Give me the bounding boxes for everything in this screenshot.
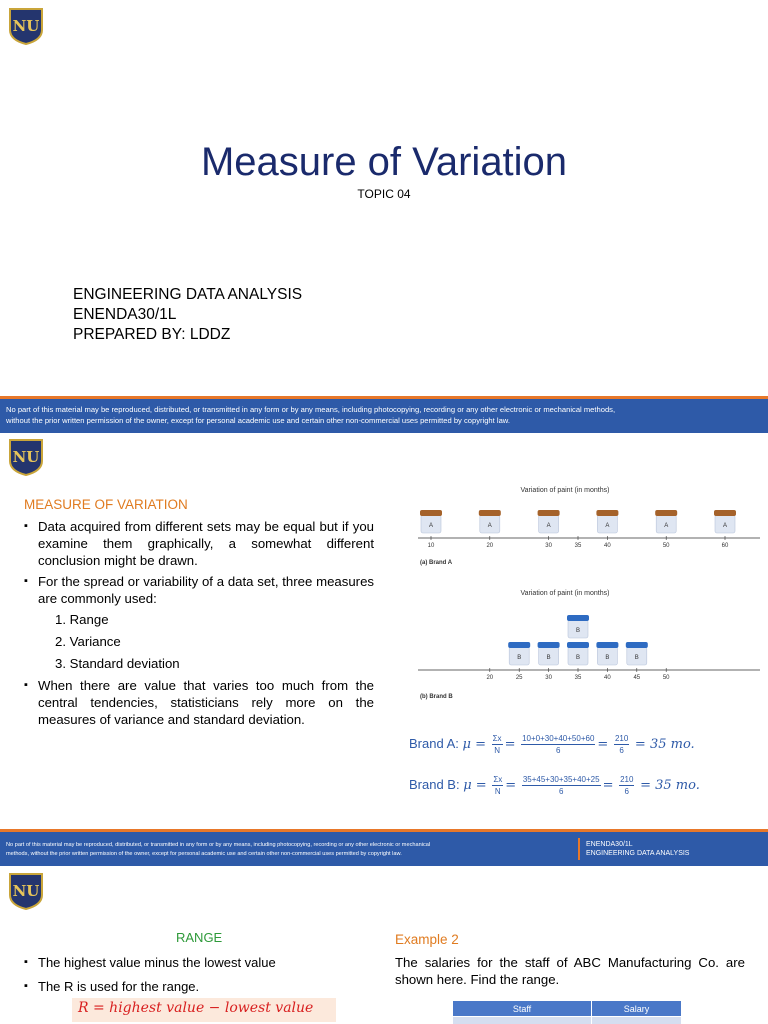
divider	[578, 838, 580, 860]
paint-can-b	[508, 642, 530, 665]
tick-label: 20	[486, 543, 494, 549]
copyright-text	[6, 841, 574, 859]
svg-text:B: B	[546, 655, 551, 661]
sum-fraction	[492, 774, 503, 797]
svg-text:NU: NU	[12, 882, 40, 900]
tick-label: 45	[633, 675, 641, 681]
mean-symbol: μ =	[462, 736, 486, 752]
svg-text:A: A	[722, 523, 728, 529]
svg-text:B: B	[575, 628, 581, 634]
chart-b	[418, 615, 760, 681]
mean-result: = 35 mo.	[634, 736, 695, 752]
mean-symbol: μ =	[463, 777, 487, 793]
paint-can-a	[596, 510, 618, 533]
measure-item: 2. Variance	[55, 634, 121, 649]
total-fraction	[614, 733, 629, 756]
table-header-staff: Staff	[453, 1001, 592, 1017]
bullet-text: For the spread or variability of a data set, three measures are commonly used:	[38, 574, 374, 606]
tick-label: 30	[545, 543, 552, 549]
brand-b-label: Brand B:	[409, 776, 460, 792]
svg-text:B: B	[517, 655, 522, 661]
bullet-item: ▪ The R is used for the range.	[24, 978, 276, 995]
copyright-line-2: without the prior written permission of the owner, except for personal academic use and certain other non-commercial uses permitted by copyright law.	[6, 416, 510, 425]
frac-den: 6	[619, 746, 624, 755]
paint-can-a	[479, 510, 501, 533]
bullet-item	[24, 573, 374, 672]
frac-den: 6	[624, 787, 629, 796]
frac-num: 35+45+30+35+40+25	[522, 775, 600, 784]
values-fraction	[521, 733, 595, 756]
values-fraction	[522, 774, 601, 797]
measures-list	[38, 611, 374, 672]
university-logo	[7, 437, 45, 477]
tick-label: 30	[545, 675, 552, 681]
frac-num: 210	[614, 734, 629, 743]
paint-can-b	[626, 642, 648, 665]
bullet-item: ▪ Data acquired from different sets may be equal but if you examine them graphically, a somewhat different conclusion might be drawn.	[24, 518, 374, 569]
topic-label: TOPIC 04	[357, 187, 411, 201]
range-formula: R = highest value − lowest value	[72, 998, 336, 1022]
figure-caption-b: (b) Brand B	[420, 694, 453, 700]
svg-text:NU: NU	[12, 17, 40, 35]
bullet-item: ▪ When there are value that varies too much from the central tendencies, statisticians rely more on the measures of variance and standard deviation.	[24, 677, 374, 728]
paint-variation-figure	[410, 480, 768, 710]
tick-label: 10	[427, 543, 435, 549]
svg-text:B: B	[605, 655, 610, 661]
paint-can-a	[538, 510, 560, 533]
paint-can-a	[655, 510, 677, 533]
frac-num: 10+0+30+40+50+60	[522, 734, 595, 743]
figure-caption-a: (a) Brand A	[420, 560, 453, 566]
svg-text:A: A	[487, 523, 492, 529]
frac-num: 210	[620, 775, 634, 784]
copyright-line-1: No part of this material may be reproduced, distributed, or transmitted in any form or by any means, including photocopying, recording or any other electronic or mechanical methods,	[6, 405, 616, 414]
paint-can-a	[420, 510, 442, 533]
tick-label: 50	[662, 675, 670, 681]
course-name: ENGINEERING DATA ANALYSIS	[73, 286, 303, 303]
svg-text:NU: NU	[12, 448, 40, 466]
tick-label: 35	[574, 543, 582, 549]
frac-num: Σx	[493, 775, 503, 784]
salary-table	[452, 1000, 682, 1024]
svg-text:A: A	[664, 523, 669, 529]
svg-text:B: B	[634, 655, 639, 661]
mean-result: = 35 mo.	[640, 777, 700, 793]
figure-title-b: Variation of paint (in months)	[520, 590, 610, 597]
range-bullets	[24, 954, 276, 1002]
table-row	[453, 1017, 682, 1024]
svg-text:B: B	[575, 655, 581, 661]
tick-label: 50	[662, 543, 670, 549]
footer-course-name: ENGINEERING DATA ANALYSIS	[586, 850, 690, 857]
paint-can-b	[538, 642, 560, 665]
course-code: ENENDA30/1L	[73, 306, 177, 323]
frac-den: 6	[556, 746, 561, 755]
tick-label: 40	[604, 675, 611, 681]
tick-label: 35	[574, 675, 582, 681]
course-footer	[586, 840, 689, 858]
tick-label: 60	[721, 543, 729, 549]
tick-label: 40	[604, 543, 611, 549]
copyright-bar	[0, 399, 768, 433]
university-logo	[7, 6, 45, 46]
copyright-bar	[0, 832, 768, 866]
section-heading: MEASURE OF VARIATION	[24, 497, 188, 512]
chart-a	[418, 510, 760, 549]
total-fraction	[619, 774, 634, 797]
paint-can-a	[714, 510, 736, 533]
range-heading: RANGE	[176, 930, 223, 945]
brand-a-label: Brand A:	[409, 735, 459, 751]
frac-den: 6	[558, 787, 564, 796]
svg-text:A: A	[428, 523, 434, 529]
university-logo	[7, 871, 45, 911]
tick-label: 20	[486, 675, 494, 681]
bullet-item: ▪ The highest value minus the lowest value	[24, 954, 276, 971]
frac-num: Σx	[492, 734, 502, 743]
brand-a-equation: Brand A: μ = $\frac{\Sigma x}{N}$ = $\frac{10+0+30+40+50+60}{6}$ = $\frac{210}{6}$ = 35 mo.	[409, 734, 695, 755]
prepared-by: PREPARED BY: LDDZ	[73, 326, 231, 343]
variation-bullets	[24, 518, 374, 732]
frac-den: N	[494, 746, 500, 755]
example-title: Example 2	[395, 932, 459, 947]
copyright-line-2: methods, without the prior written permission of the owner, except for personal academic use and certain other non-commercial uses permitted by copyright law.	[6, 851, 402, 857]
svg-text:A: A	[605, 523, 610, 529]
brand-b-equation: Brand B: μ = $\frac{\Sigma x}{N}$ = $\frac{35+45+30+35+40+25}{6}$ = $\frac{210}{6}$ = 35 mo.	[409, 775, 700, 796]
example-text: The salaries for the staff of ABC Manufacturing Co. are shown here. Find the range.	[395, 955, 745, 987]
footer-course-code: ENENDA30/1L	[586, 841, 633, 848]
svg-text:A: A	[546, 523, 551, 529]
tick-label: 25	[515, 675, 523, 681]
measure-item: 1. Range	[55, 612, 109, 627]
figure-title-a: Variation of paint (in months)	[520, 487, 610, 494]
paint-can-b	[567, 615, 589, 638]
sum-fraction	[492, 733, 503, 756]
page-title: Measure of Variation	[200, 140, 568, 184]
measure-item: 3. Standard deviation	[55, 656, 180, 671]
frac-den: N	[494, 787, 501, 796]
paint-can-b	[596, 642, 618, 665]
table-header-salary: Salary	[592, 1001, 682, 1017]
paint-can-b	[567, 642, 589, 665]
copyright-line-1: No part of this material may be reproduced, distributed, or transmitted in any form or by any means, including photocopying, recording or any other electronic or mechanical	[6, 842, 431, 848]
course-info	[73, 285, 302, 345]
